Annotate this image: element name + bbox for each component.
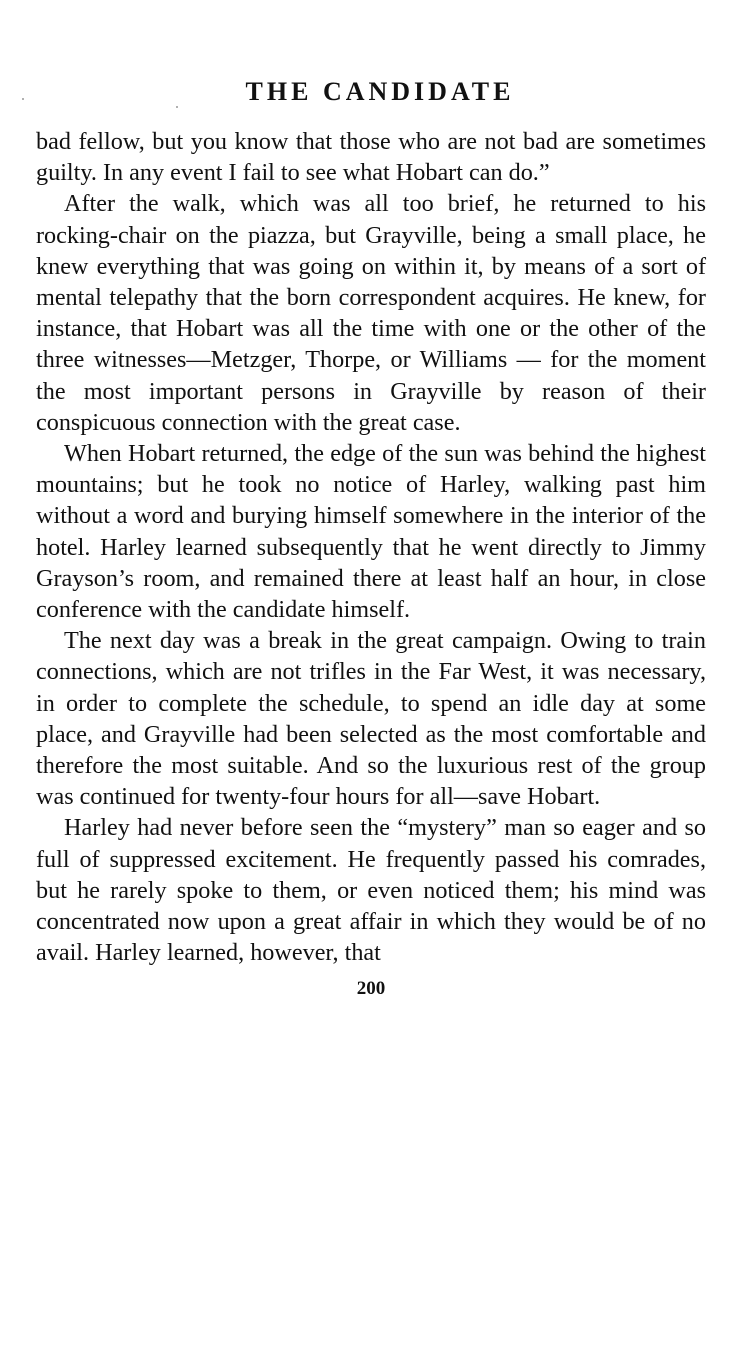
body-text (36, 126, 706, 968)
book-page (36, 72, 706, 1004)
page-number: 200 (356, 978, 386, 1000)
paragraph: The next day was a break in the great campaign. Owing to train connections, which are not trifles in the Far West, it was necessary, in order to complete the schedule, to spend an idle day at some place, and Grayville had been selected as the most comfortable and therefore the most suitable. And so the luxurious rest of the group was continued for twenty-four hours for all—save Hobart. (36, 627, 706, 811)
paragraph: After the walk, which was all too brief, he returned to his rocking-chair on the piazza, but Grayville, being a small place, he knew everything that was going on within it, by means of a sort of mental telepathy that the born correspondent acquires. He knew, for instance, that Hobart was all the time with one or the other of the three witnesses—Metzger, Thorpe, or Williams — for the moment the most important persons in Grayville by reason of their conspicuous connection with the great case. (36, 190, 706, 436)
running-head: THE CANDIDATE (245, 77, 515, 106)
print-speck (22, 98, 24, 100)
paragraph: Harley had never before seen the “mystery” man so eager and so full of suppressed excitement. He frequently passed his comrades, but he rarely spoke to them, or even noticed them; his mind was concentrated now upon a great affair in which they would be of no avail. Harley learned, however, that (36, 814, 706, 967)
paragraph-continued: bad fellow, but you know that those who are not bad are sometimes guilty. In any event I fail to see what Hobart can do.” (36, 128, 706, 187)
paragraph: When Hobart returned, the edge of the sun was behind the highest mountains; but he took no notice of Harley, walking past him without a word and burying himself somewhere in the interior of the hotel. Harley learned subsequently that he went directly to Jimmy Grayson’s room, and remained there at least half an hour, in close conference with the candidate himself. (36, 440, 706, 624)
